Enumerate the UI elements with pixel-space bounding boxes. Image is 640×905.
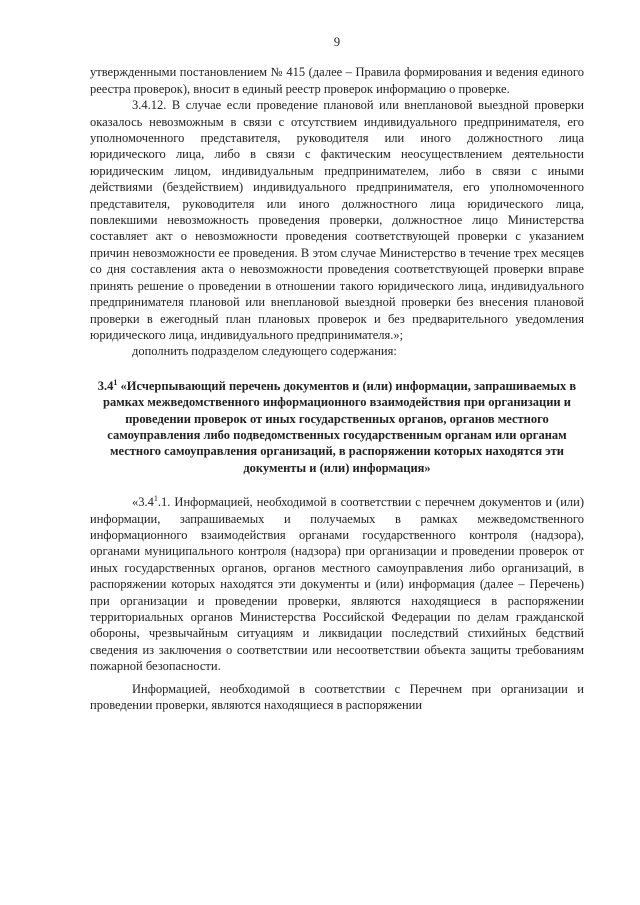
subsection-heading (90, 378, 584, 476)
paragraph-information: Информацией, необходимой в соответствии с Перечнем при организации и проведении проверки, являются находящиеся в распоряжении (90, 681, 584, 713)
heading-number: 3.4 (97, 378, 114, 393)
heading-superscript: 1 (113, 377, 118, 387)
paragraph-prefix: «3.4 (132, 495, 154, 510)
paragraph-add-subsection: дополнить подразделом следующего содержания: (132, 344, 397, 359)
heading-text: «Исчерпывающий перечень документов и (или) информации, запрашиваемых в рамках межведомственного информационного взаимодействия при организации и проведении проверок от иных государственных органов, органов местного самоуправления либо подведомственных государственным органам или органам местного самоуправления организаций, в распоряжении которых находятся эти документы и (или) информация» (103, 378, 577, 475)
paragraph-3-4-12: 3.4.12. В случае если проведение плановой или внеплановой выездной проверки оказалось невозможным в связи с отсутствием индивидуального предпринимателя, его уполномоченного представителя, руководителя или иного должностного лица юридического лица, либо в связи с фактическим неосуществлением деятельности юридическим лицом, индивидуальным предпринимателем, либо в связи с иными действиями (бездействием) индивидуального предпринимателя, его уполномоченного представителя, руководителя или иного должностного лица юридического лица, повлекшими невозможность проведения проверки, должностное лицо Министерства составляет акт о невозможности проведения соответствующей проверки с указанием причин невозможности ее проведения. В этом случае Министерство в течение трех месяцев со дня составления акта о невозможности проведения соответствующей проверки вправе принять решение о проведении в отношении такого юридического лица, индивидуального предпринимателя плановой или внеплановой выездной проверки без внесения плановой проверки в ежегодный план плановых проверок и без предварительного уведомления юридического лица, индивидуального предпринимателя.»; (90, 98, 584, 342)
paragraph-continuation: утвержденными постановлением № 415 (далее – Правила формирования и ведения единого реестра проверок), вносит в единый реестр проверок информацию о проверке. (90, 65, 584, 96)
paragraph-3-4-1-1 (90, 494, 584, 674)
page-number: 9 (333, 35, 341, 49)
paragraph-superscript: 1 (153, 494, 158, 503)
paragraph-body: .1. Информацией, необходимой в соответствии с перечнем документов и (или) информации, запрашиваемых и получаемых в рамках межведомственного информационного взаимодействия органами государственного контроля (надзора), органами муниципального контроля (надзора) при организации и проведении проверок от иных государственных органов, органов местного самоуправления либо организаций, в распоряжении которых находятся эти документы и (или) информация (далее – Перечень) при организации и проведении проверки, являются находящиеся в распоряжении территориальных органов Министерства Российской Федерации по делам гражданской обороны, чрезвычайным ситуациям и ликвидации последствий стихийных бедствий сведения из заключения о соответствии или несоответствии объекта защиты требованиям пожарной безопасности. (90, 495, 584, 674)
